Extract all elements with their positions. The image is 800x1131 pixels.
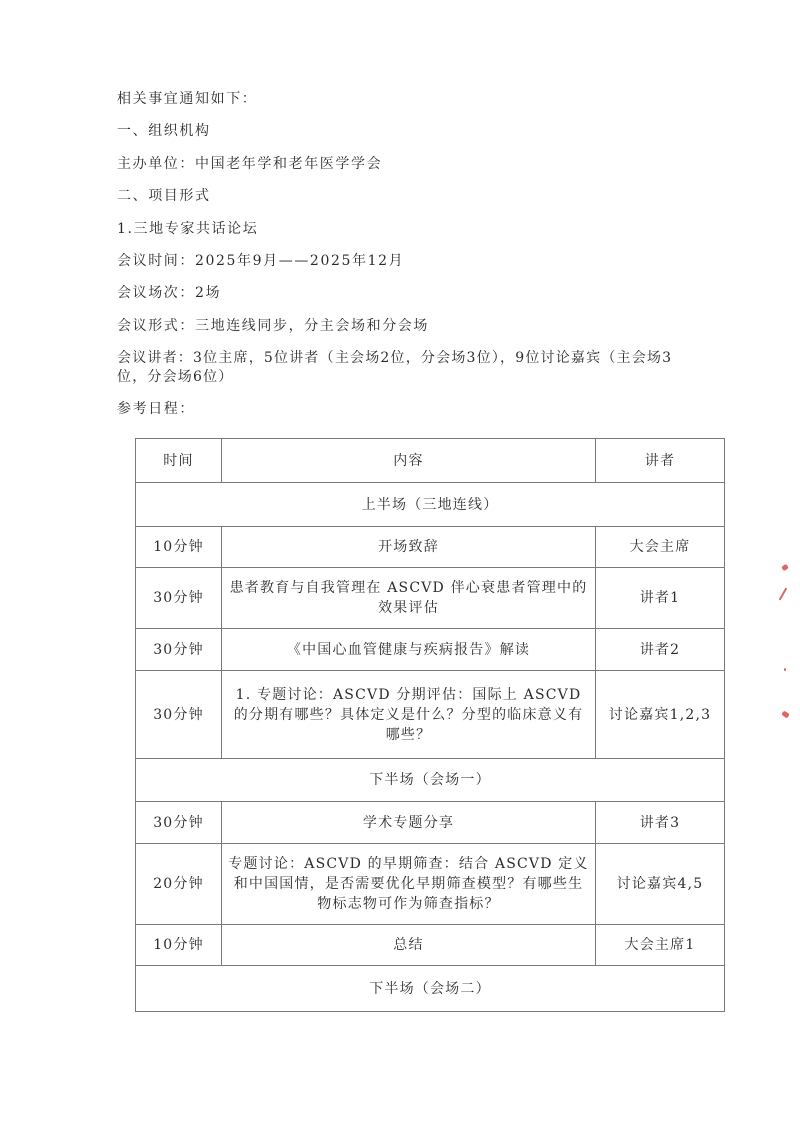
seal-mark-icon: [781, 710, 790, 718]
row-content: 1. 专题讨论：ASCVD 分期评估：国际上 ASCVD 的分期有哪些？具体定义是什么？分型的临床意义有哪些？: [222, 671, 596, 759]
row-time: 30分钟: [136, 671, 222, 759]
section-label: 下半场（会场一）: [136, 759, 725, 802]
heading-organization: 一、组织机构: [117, 123, 211, 139]
host-organizer: 主办单位：中国老年学和老年医学学会: [117, 156, 383, 172]
row-speaker: 大会主席: [596, 527, 725, 568]
section-label: 下半场（会场二）: [136, 966, 725, 1012]
row-content: 患者教育与自我管理在 ASCVD 伴心衰患者管理中的效果评估: [222, 568, 596, 629]
row-speaker: 大会主席1: [596, 925, 725, 966]
schedule-table: [135, 438, 725, 1012]
row-content: 开场致辞: [222, 527, 596, 568]
row-speaker: 讲者1: [596, 568, 725, 629]
heading-project-format: 二、项目形式: [117, 188, 211, 204]
table-row: [136, 802, 725, 844]
seal-mark-icon: [784, 668, 786, 671]
row-time: 30分钟: [136, 629, 222, 671]
seal-mark-icon: [779, 587, 788, 600]
meeting-format: 会议形式：三地连线同步，分主会场和分会场: [117, 318, 429, 334]
table-row: [136, 671, 725, 759]
section-row: [136, 966, 725, 1012]
row-speaker: 讲者3: [596, 802, 725, 844]
row-speaker: 讲者2: [596, 629, 725, 671]
table-header-row: [136, 439, 725, 483]
row-time: 20分钟: [136, 844, 222, 925]
row-time: 10分钟: [136, 527, 222, 568]
row-speaker: 讨论嘉宾4,5: [596, 844, 725, 925]
table-row: [136, 629, 725, 671]
table-row: [136, 527, 725, 568]
table-row: [136, 844, 725, 925]
section-label: 上半场（三地连线）: [136, 483, 725, 527]
row-content: 《中国心血管健康与疾病报告》解读: [222, 629, 596, 671]
row-time: 10分钟: [136, 925, 222, 966]
seal-mark-icon: [781, 564, 789, 572]
intro-text: 相关事宜通知如下：: [117, 91, 258, 107]
table-row: [136, 925, 725, 966]
meeting-time: 会议时间：2025年9月——2025年12月: [117, 253, 405, 269]
header-speaker: 讲者: [596, 439, 725, 483]
row-time: 30分钟: [136, 568, 222, 629]
heading-reference-schedule: 参考日程：: [117, 401, 195, 417]
table-row: [136, 568, 725, 629]
header-content: 内容: [222, 439, 596, 483]
row-content: 总结: [222, 925, 596, 966]
row-content: 学术专题分享: [222, 802, 596, 844]
header-time: 时间: [136, 439, 222, 483]
meeting-sessions: 会议场次：2场: [117, 285, 222, 301]
section-row: [136, 483, 725, 527]
meeting-speakers: 会议讲者：3位主席，5位讲者（主会场2位，分会场3位），9位讨论嘉宾（主会场3位，分会场6位）: [117, 350, 673, 385]
row-content: 专题讨论：ASCVD 的早期筛查：结合 ASCVD 定义和中国国情，是否需要优化早期筛查模型？有哪些生物标志物可作为筛查指标？: [222, 844, 596, 925]
heading-forum: 1.三地专家共话论坛: [117, 221, 259, 237]
row-speaker: 讨论嘉宾1,2,3: [596, 671, 725, 759]
row-time: 30分钟: [136, 802, 222, 844]
section-row: [136, 759, 725, 802]
